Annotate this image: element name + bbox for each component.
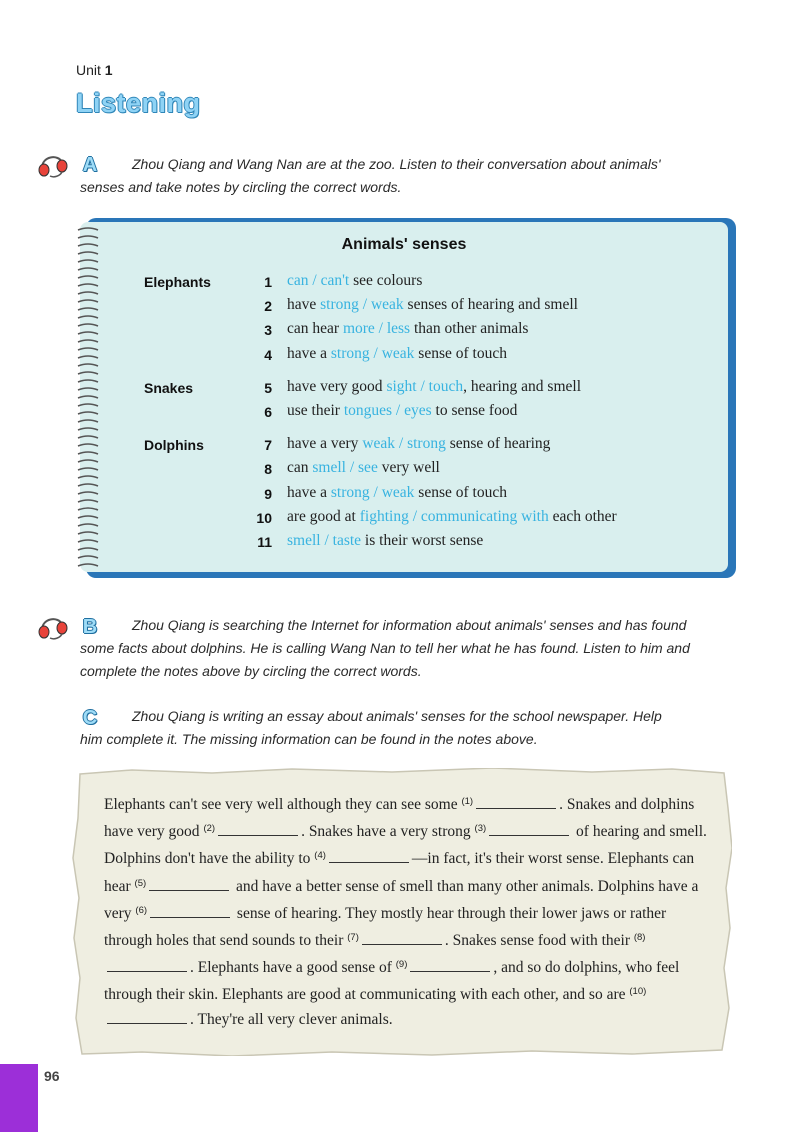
spiral-ring — [78, 460, 98, 462]
spiral-ring — [78, 484, 98, 486]
blank-8[interactable] — [107, 959, 187, 972]
item-number: 8 — [264, 461, 272, 477]
word-choice[interactable]: smell / taste — [287, 532, 362, 549]
unit-label: Unit 1 — [76, 62, 113, 78]
spiral-ring — [78, 324, 98, 326]
spiral-ring — [78, 428, 98, 430]
note-item: use their tongues / eyes to sense food — [287, 402, 518, 419]
word-choice[interactable]: can / can't — [287, 272, 350, 289]
word-choice[interactable]: strong / weak — [330, 345, 415, 362]
spiral-ring — [78, 364, 98, 366]
section-c-badge: C — [82, 707, 98, 729]
item-number: 3 — [264, 322, 272, 338]
note-item: have a strong / weak sense of touch — [287, 345, 507, 362]
spiral-ring — [78, 228, 98, 230]
word-choice[interactable]: more / less — [342, 320, 411, 337]
spiral-ring — [78, 564, 98, 566]
note-item: are good at fighting / communicating with each other — [287, 508, 617, 525]
spiral-ring — [78, 508, 98, 510]
word-choice[interactable]: sight / touch — [386, 378, 464, 395]
section-b-badge: B — [82, 616, 98, 638]
spiral-ring — [78, 412, 98, 414]
spiral-ring — [78, 292, 98, 294]
headphones-icon — [36, 150, 76, 180]
note-item: can smell / see very well — [287, 459, 440, 476]
spiral-ring — [78, 284, 98, 286]
blank-7[interactable] — [362, 932, 442, 945]
spiral-ring — [78, 476, 98, 478]
word-choice[interactable]: fighting / communicating with — [359, 508, 549, 525]
item-number: 5 — [264, 380, 272, 396]
spiral-ring — [78, 380, 98, 382]
item-number: 1 — [264, 274, 272, 290]
section-a-badge: A — [82, 154, 98, 176]
spiral-ring — [78, 356, 98, 358]
spiral-ring — [78, 396, 98, 398]
spiral-ring — [78, 556, 98, 558]
spiral-ring — [78, 300, 98, 302]
item-number: 10 — [256, 510, 272, 526]
blank-4[interactable] — [329, 850, 409, 863]
spiral-ring — [78, 540, 98, 542]
spiral-ring — [78, 436, 98, 438]
blank-9[interactable] — [410, 959, 490, 972]
essay-text: Elephants can't see very well although they can see some $^{(1)}$ . Snakes and dolphins have very good $^{(2)}$ . Snakes have a very strong $^{(3)}$ of hearing and smell. Dolphins don't have the ability to $^{(4)}$ —in fact, it's their worst sense. Elephants can hear $^{(5)}$ and have a better sense of smell than many other animals. Dolphins have a very $^{(6)}$ sense of hearing. They mostly hear through their lower jaws or rather through holes that send sounds to their $^{(7)}$ . Snakes sense food with their $^{(8)}$. Elephants have a good sense of $^{(9)}$ , and so do dolphins, who feel through their skin. Elephants are good at communicating with each other, and so are $^{(10)}$. They're all very clever animals. — [104, 796, 707, 1028]
spiral-ring — [78, 340, 98, 342]
notebook-spiral — [76, 222, 102, 574]
spiral-ring — [78, 420, 98, 422]
spiral-ring — [78, 492, 98, 494]
blank-10[interactable] — [107, 1011, 187, 1024]
spiral-ring — [78, 532, 98, 534]
word-choice[interactable]: tongues / eyes — [343, 402, 432, 419]
spiral-ring — [78, 516, 98, 518]
blank-6[interactable] — [150, 905, 230, 918]
word-choice[interactable]: strong / weak — [330, 484, 415, 501]
note-item: have strong / weak senses of hearing and smell — [287, 296, 578, 313]
word-choice[interactable]: strong / weak — [320, 296, 404, 313]
blank-2[interactable] — [218, 823, 298, 836]
spiral-ring — [78, 316, 98, 318]
notes-title: Animals' senses — [341, 236, 467, 253]
section-a-instruction: Zhou Qiang and Wang Nan are at the zoo. Listen to their conversation about animals' senses and take notes by circling the correct words. — [80, 156, 661, 195]
item-number: 9 — [264, 486, 272, 502]
note-item: can / can't see colours — [287, 272, 423, 289]
note-item: have a strong / weak sense of touch — [287, 484, 507, 501]
item-number: 6 — [264, 404, 272, 420]
item-number: 7 — [264, 437, 272, 453]
spiral-ring — [78, 524, 98, 526]
word-choice[interactable]: smell / see — [312, 459, 378, 476]
page-title: Listening — [76, 88, 201, 118]
headphones-icon — [36, 612, 76, 642]
spiral-ring — [78, 268, 98, 270]
section-c-instruction: Zhou Qiang is writing an essay about animals' senses for the school newspaper. Help him complete it. The missing information can be found in the notes above. — [80, 708, 662, 747]
group-label-dolphins: Dolphins — [144, 437, 204, 453]
blank-5[interactable] — [149, 878, 229, 891]
spiral-ring — [78, 372, 98, 374]
page-number: 96 — [44, 1068, 60, 1084]
word-choice[interactable]: weak / strong — [362, 435, 446, 452]
note-item: have very good sight / touch, hearing and smell — [287, 378, 582, 395]
item-number: 2 — [264, 298, 272, 314]
spiral-ring — [78, 276, 98, 278]
spiral-ring — [78, 388, 98, 390]
spiral-ring — [78, 452, 98, 454]
spiral-ring — [78, 404, 98, 406]
spiral-ring — [78, 308, 98, 310]
page-color-tab — [0, 1064, 38, 1132]
item-number: 4 — [264, 347, 272, 363]
spiral-ring — [78, 332, 98, 334]
spiral-ring — [78, 444, 98, 446]
group-label-snakes: Snakes — [144, 380, 194, 396]
blank-1[interactable] — [476, 796, 556, 809]
note-item: can hear more / less than other animals — [287, 320, 529, 337]
spiral-ring — [78, 548, 98, 550]
blank-3[interactable] — [489, 823, 569, 836]
spiral-ring — [78, 500, 98, 502]
note-item: smell / taste is their worst sense — [287, 532, 484, 549]
spiral-ring — [78, 468, 98, 470]
spiral-ring — [78, 348, 98, 350]
spiral-ring — [78, 260, 98, 262]
note-item: have a very weak / strong sense of hearing — [287, 435, 551, 452]
item-number: 11 — [257, 534, 272, 550]
group-label-elephants: Elephants — [144, 274, 211, 290]
section-b-instruction: Zhou Qiang is searching the Internet for information about animals' senses and has found some facts about dolphins. He is calling Wang Nan to tell her what he has found. Listen to him and complete the notes above by circling the correct words. — [80, 617, 690, 679]
